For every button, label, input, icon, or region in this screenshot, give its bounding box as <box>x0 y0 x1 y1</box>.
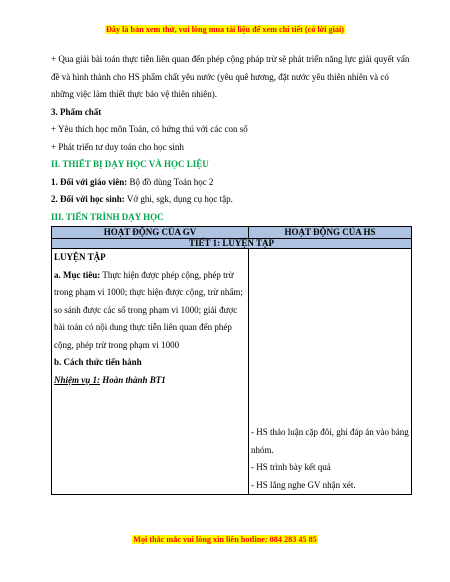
lesson-title: TIẾT 1: LUYỆN TẬP <box>52 239 412 249</box>
teacher-equipment-text: Bộ đồ dùng Toán học 2 <box>127 176 214 187</box>
method-heading: b. Cách thức tiến hành <box>54 357 142 367</box>
student-activity-2: - HS trình bày kết quả <box>251 462 331 472</box>
aim-label: a. Mục tiêu: <box>54 269 101 280</box>
activity-heading: LUYỆN TẬP <box>54 252 106 262</box>
teacher-equipment-label: 1. Đối với giáo viên: <box>51 176 128 187</box>
preview-banner <box>0 24 450 36</box>
lesson-title-row <box>52 239 412 249</box>
table-row <box>52 249 412 495</box>
student-equipment <box>51 191 411 209</box>
teacher-equipment <box>51 174 411 192</box>
hotline-footer <box>0 534 450 546</box>
section-heading-qualities: 3. Phẩm chất <box>51 106 102 117</box>
student-activity-cell <box>249 249 412 495</box>
student-equipment-label: 2. Đối với học sinh: <box>51 194 125 204</box>
student-activity-3: - HS lắng nghe GV nhận xét. <box>251 479 356 490</box>
task-1 <box>54 372 246 390</box>
student-equipment-text: Vở ghi, sgk, dụng cụ học tập. <box>124 194 233 204</box>
document-body <box>51 51 411 495</box>
section-heading-process: III. TIẾN TRÌNH DẠY HỌC <box>51 211 164 222</box>
section-heading-equipment: II. THIẾT BỊ DẠY HỌC VÀ HỌC LIỆU <box>51 159 209 169</box>
task-1-label: Nhiệm vụ 1: <box>54 374 100 385</box>
aim-text: Thực hiện được phép cộng, phép trừ trong phạm vi 1000; thực hiện được cộng, trừ nhẩm; so sánh được các số trong phạm vi 1000; giải được bài toán có nội dung thực tiễn liên quan đến phép cộng, phép trừ trong phạm vi 1000 <box>54 269 243 350</box>
lesson-table <box>51 226 412 495</box>
column-header-student: HOẠT ĐỘNG CỦA HS <box>249 227 412 239</box>
competence-paragraph: + Qua giải bài toán thực tiễn liên quan đến phép cộng pháp trừ sẽ phát triển năng lực giải quyết vấn đề và hình thành cho HS phẩm chất yêu nước (yêu quê hương, đặt nước yêu thiên nhiên và có những việc làm thiết thực bảo vệ thiên nhiên). <box>51 54 410 99</box>
column-header-teacher: HOẠT ĐỘNG CỦA GV <box>52 227 249 239</box>
table-header-row <box>52 227 412 239</box>
teacher-activity-cell <box>52 249 249 495</box>
quality-item-1: + Yêu thích học môn Toán, có hứng thú với các con số <box>51 124 248 134</box>
student-activity-1: - HS thảo luận cặp đôi, ghi đáp án vào bảng nhóm. <box>251 427 409 455</box>
quality-item-2: + Phát triển tư duy toán cho học sinh <box>51 141 184 152</box>
hotline-footer-text: Mọi thắc mắc vui lòng xin liên hotline: 084 283 45 85 <box>133 535 317 544</box>
task-1-text: Hoàn thành BT1 <box>100 374 166 385</box>
preview-banner-text: Đây là bản xem thử, vui lòng mua tài liệu để xem chi tiết (có lời giải) <box>105 25 344 34</box>
aim-paragraph <box>54 267 246 355</box>
